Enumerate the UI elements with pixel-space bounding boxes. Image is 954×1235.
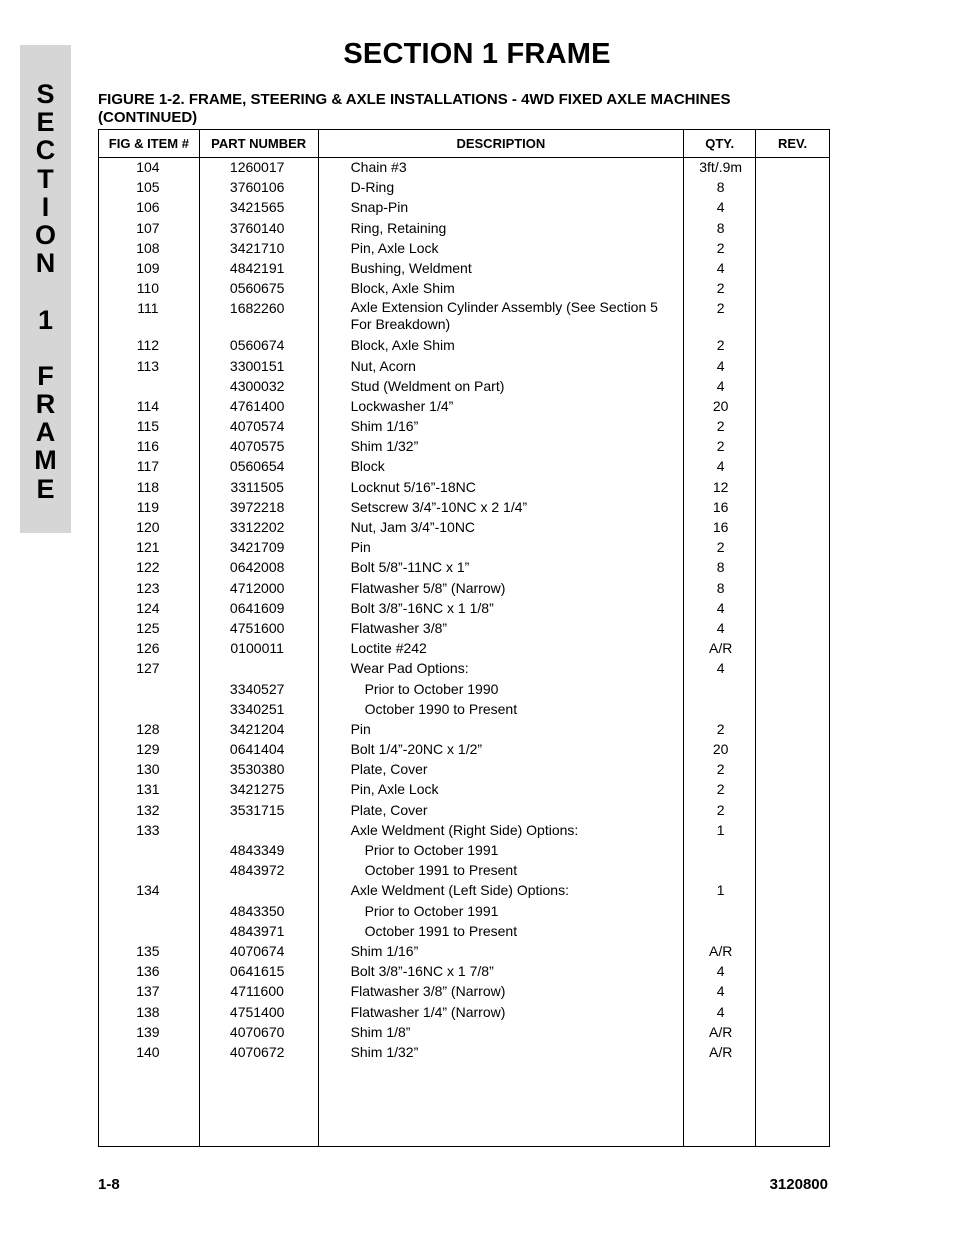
description-cell: Chain #3 (350, 159, 407, 175)
part-number-cell: 3531715 (229, 801, 285, 818)
item-cell: 128 (136, 720, 160, 737)
item-cell: 136 (136, 963, 160, 980)
qty-cell: 2 (716, 438, 725, 455)
description-cell: Pin (350, 720, 371, 737)
part-number-cell: 3421710 (229, 239, 285, 256)
side-tab-letter: R (35, 389, 56, 420)
part-number-cell: 4751600 (229, 619, 285, 636)
part-number-cell: 4070574 (229, 418, 285, 435)
item-cell (99, 902, 199, 922)
parts-table (98, 129, 830, 1147)
item-cell: 108 (136, 239, 160, 256)
qty-cell: 2 (716, 280, 725, 297)
item-cell: 124 (136, 599, 160, 616)
description-cell: Snap-Pin (350, 199, 409, 216)
part-number-cell: 3421275 (229, 781, 285, 798)
item-cell: 114 (136, 397, 160, 414)
item-cell: 117 (136, 458, 160, 475)
description-cell: Shim 1/16” (350, 418, 419, 435)
part-number-cell: 4761400 (229, 397, 285, 414)
qty-cell: 2 (716, 337, 725, 354)
description-cell: October 1991 to Present (364, 862, 518, 879)
description-cell: Shim 1/16” (350, 942, 419, 959)
description-cell: Loctite #242 (350, 640, 427, 657)
qty-cell: 4 (716, 983, 725, 1000)
header-qty: QTY. (684, 130, 756, 158)
side-tab-letter: M (34, 445, 57, 476)
description-cell: Nut, Acorn (350, 357, 416, 374)
description-cell: Lockwasher 1/4” (350, 397, 454, 414)
qty-cell (684, 700, 755, 720)
item-cell (99, 861, 199, 881)
description-column (318, 158, 684, 1147)
part-number-cell: 3300151 (229, 357, 285, 374)
qty-cell: 4 (716, 1003, 725, 1020)
description-cell: Plate, Cover (350, 761, 428, 778)
section-side-tab (20, 45, 71, 533)
side-tab-letter: O (34, 219, 56, 250)
description-cell: Block, Axle Shim (350, 280, 455, 297)
part-number-cell: 0641609 (229, 599, 285, 616)
qty-cell: 1 (716, 882, 725, 899)
qty-cell: 16 (712, 519, 729, 535)
item-cell: 110 (136, 280, 160, 297)
qty-cell: 20 (712, 397, 729, 414)
part-number-cell: 0560675 (229, 280, 285, 297)
page-number: 1-8 (98, 1176, 120, 1193)
qty-cell: 3ft/.9m (699, 159, 743, 175)
qty-cell: 2 (716, 761, 725, 778)
item-cell: 129 (136, 741, 160, 758)
description-cell: October 1991 to Present (364, 922, 518, 939)
qty-cell (684, 680, 755, 700)
qty-cell: 16 (712, 498, 729, 515)
item-cell: 140 (136, 1043, 160, 1060)
description-cell: Axle Extension Cylinder Assembly (See Section 5 For Breakdown) (350, 299, 658, 333)
description-cell: Bolt 3/8”-16NC x 1 7/8” (350, 963, 494, 980)
part-number-cell: 1682260 (229, 300, 285, 317)
description-cell: Wear Pad Options: (350, 660, 469, 677)
description-cell: Bolt 5/8”-11NC x 1” (350, 559, 470, 576)
document-number: 3120800 (769, 1176, 828, 1193)
qty-cell: 4 (716, 963, 725, 980)
qty-cell: A/R (708, 1023, 733, 1040)
item-cell: 118 (136, 478, 160, 495)
description-cell: Plate, Cover (350, 801, 428, 818)
header-part-number: PART NUMBER (199, 130, 318, 158)
part-number-cell: 0641404 (229, 741, 285, 758)
qty-cell: 2 (716, 539, 725, 556)
qty-cell: 20 (712, 741, 729, 758)
item-cell: 119 (136, 498, 160, 515)
item-cell: 127 (136, 660, 160, 677)
description-cell: Shim 1/32” (350, 438, 419, 455)
part-number-cell: 4843971 (229, 922, 285, 939)
description-cell: D-Ring (350, 179, 395, 196)
side-tab-letter: T (37, 163, 54, 194)
part-number-cell: 1260017 (229, 159, 285, 175)
header-rev: REV. (756, 130, 830, 158)
part-number-cell: 3312202 (229, 519, 285, 535)
qty-cell (684, 861, 755, 881)
item-cell: 125 (136, 619, 160, 636)
description-cell: Pin, Axle Lock (350, 239, 439, 256)
qty-cell: 4 (716, 259, 725, 276)
item-cell: 115 (136, 418, 160, 435)
part-number-cell: 0641615 (229, 963, 285, 980)
item-cell: 112 (136, 337, 160, 354)
figure-title: FIGURE 1-2. FRAME, STEERING & AXLE INSTALLATIONS - 4WD FIXED AXLE MACHINES (CONTINUED) (98, 91, 731, 126)
qty-cell: 4 (716, 458, 725, 475)
item-cell: 133 (136, 821, 160, 838)
description-cell: Bolt 3/8”-16NC x 1 1/8” (350, 599, 494, 616)
part-number-cell: 4300032 (229, 377, 285, 394)
qty-cell: 4 (716, 199, 725, 216)
qty-cell: 2 (716, 781, 725, 798)
description-cell: Bushing, Weldment (350, 259, 472, 276)
item-cell: 126 (136, 640, 160, 657)
side-tab-letter: F (37, 360, 54, 391)
part-number-cell: 0560654 (229, 458, 285, 475)
description-cell: October 1990 to Present (364, 700, 518, 717)
item-cell: 138 (136, 1003, 160, 1020)
part-number-cell: 0100011 (230, 640, 284, 657)
description-cell: Shim 1/8” (350, 1023, 411, 1040)
description-cell: Block (350, 458, 385, 475)
description-cell: Prior to October 1990 (364, 680, 499, 697)
part-number-cell: 4070575 (229, 438, 285, 455)
part-number-cell: 3760140 (229, 219, 285, 236)
description-cell: Locknut 5/16”-18NC (350, 478, 476, 495)
side-tab-letter: A (35, 417, 56, 448)
part-number-cell: 0642008 (229, 559, 285, 576)
rev-column (756, 158, 830, 1147)
item-cell: 104 (136, 159, 160, 175)
item-cell: 105 (136, 179, 160, 196)
qty-cell: 2 (716, 418, 725, 435)
qty-cell: 4 (716, 599, 725, 616)
part-number-cell: 4843972 (229, 862, 285, 879)
description-cell: Block, Axle Shim (350, 337, 455, 354)
qty-cell: A/R (708, 1043, 733, 1060)
item-cell (99, 680, 199, 700)
qty-cell: 4 (716, 377, 725, 394)
description-cell: Axle Weldment (Right Side) Options: (350, 821, 579, 838)
description-cell: Flatwasher 3/8” (350, 619, 448, 636)
side-tab-letter: E (36, 473, 55, 504)
part-number-cell: 3340251 (229, 700, 285, 717)
item-cell: 131 (136, 781, 160, 798)
part-number-cell: 3421565 (229, 199, 285, 216)
item-cell: 135 (136, 942, 160, 959)
part-number-cell: 4843349 (229, 842, 285, 858)
qty-column (684, 158, 756, 1147)
qty-cell: A/R (708, 942, 733, 959)
qty-cell (684, 902, 755, 922)
item-cell: 121 (136, 539, 160, 556)
qty-cell (684, 922, 755, 942)
description-cell: Stud (Weldment on Part) (350, 377, 505, 394)
qty-cell: 8 (716, 579, 725, 596)
item-cell: 109 (136, 259, 160, 276)
side-tab-letter (20, 334, 71, 362)
side-tab-letter: 1 (37, 304, 54, 335)
side-tab-letter (20, 277, 71, 305)
qty-cell: 4 (716, 660, 725, 677)
description-cell: Flatwasher 5/8” (Narrow) (350, 579, 506, 596)
part-number-cell: 3530380 (229, 761, 285, 778)
qty-cell: 2 (716, 300, 725, 317)
qty-cell: 8 (716, 559, 725, 576)
part-number-cell: 4070670 (229, 1023, 285, 1040)
item-cell: 111 (137, 300, 159, 317)
description-cell: Prior to October 1991 (364, 842, 499, 858)
part-number-cell (200, 821, 318, 841)
qty-cell (684, 841, 755, 861)
part-number-cell: 4842191 (229, 259, 285, 276)
description-cell: Nut, Jam 3/4”-10NC (350, 519, 476, 535)
side-tab-letter: E (36, 107, 55, 138)
item-cell: 130 (136, 761, 160, 778)
part-number-cell (200, 881, 318, 901)
part-number-cell: 0560674 (229, 337, 285, 354)
item-cell (99, 700, 199, 720)
item-cell: 107 (136, 219, 160, 236)
qty-cell: A/R (708, 640, 733, 657)
part-number-cell: 4070672 (229, 1043, 285, 1060)
header-description: DESCRIPTION (318, 130, 684, 158)
item-cell (99, 377, 199, 397)
description-cell: Flatwasher 1/4” (Narrow) (350, 1003, 506, 1020)
item-cell (99, 922, 199, 942)
item-cell: 120 (136, 519, 160, 535)
qty-cell: 4 (716, 357, 725, 374)
part-number-cell: 4751400 (229, 1003, 285, 1020)
qty-cell: 2 (716, 801, 725, 818)
item-cell: 132 (136, 801, 160, 818)
description-cell: Pin (350, 539, 371, 556)
part-number-cell: 4712000 (229, 579, 285, 596)
description-cell: Flatwasher 3/8” (Narrow) (350, 983, 506, 1000)
item-cell: 116 (136, 438, 160, 455)
part-number-cell: 3421709 (229, 539, 285, 556)
part-number-cell: 4070674 (229, 942, 285, 959)
item-cell: 113 (136, 357, 160, 374)
qty-cell: 8 (716, 219, 725, 236)
qty-cell: 1 (716, 821, 725, 838)
qty-cell: 12 (712, 478, 729, 495)
description-cell: Bolt 1/4”-20NC x 1/2” (350, 741, 483, 758)
item-cell (99, 841, 199, 861)
part-number-cell: 3760106 (229, 179, 285, 196)
description-cell: Axle Weldment (Left Side) Options: (350, 882, 569, 899)
side-tab-letter: S (36, 79, 55, 109)
description-cell: Pin, Axle Lock (350, 781, 439, 798)
qty-cell: 8 (716, 179, 725, 196)
description-cell: Shim 1/32” (350, 1043, 419, 1060)
item-cell: 106 (136, 199, 160, 216)
part-number-cell: 3972218 (229, 498, 285, 515)
qty-cell: 2 (716, 239, 725, 256)
item-cell: 137 (136, 983, 160, 1000)
page-title: SECTION 1 FRAME (343, 38, 611, 70)
item-column (99, 158, 200, 1147)
part-number-cell: 4843350 (229, 902, 285, 919)
side-tab-letter: C (35, 135, 56, 166)
part-number-cell: 4711600 (230, 983, 284, 1000)
description-cell: Prior to October 1991 (364, 902, 499, 919)
part-number-column (199, 158, 318, 1147)
description-cell: Ring, Retaining (350, 219, 447, 236)
qty-cell: 4 (716, 619, 725, 636)
section-side-tab-text (20, 80, 71, 503)
item-cell: 139 (136, 1023, 160, 1040)
part-number-cell: 3421204 (229, 720, 285, 737)
item-cell: 134 (136, 882, 160, 899)
header-fig-item: FIG & ITEM # (99, 130, 200, 158)
side-tab-letter: I (41, 191, 50, 222)
description-cell: Setscrew 3/4”-10NC x 2 1/4” (350, 498, 528, 515)
qty-cell: 2 (716, 720, 725, 737)
part-number-cell: 3340527 (229, 680, 285, 697)
table-header-row (99, 130, 830, 158)
side-tab-letter: N (35, 248, 56, 279)
part-number-cell: 3311505 (230, 478, 284, 495)
part-number-cell (200, 659, 318, 679)
item-cell: 122 (136, 559, 160, 576)
item-cell: 123 (136, 579, 160, 596)
